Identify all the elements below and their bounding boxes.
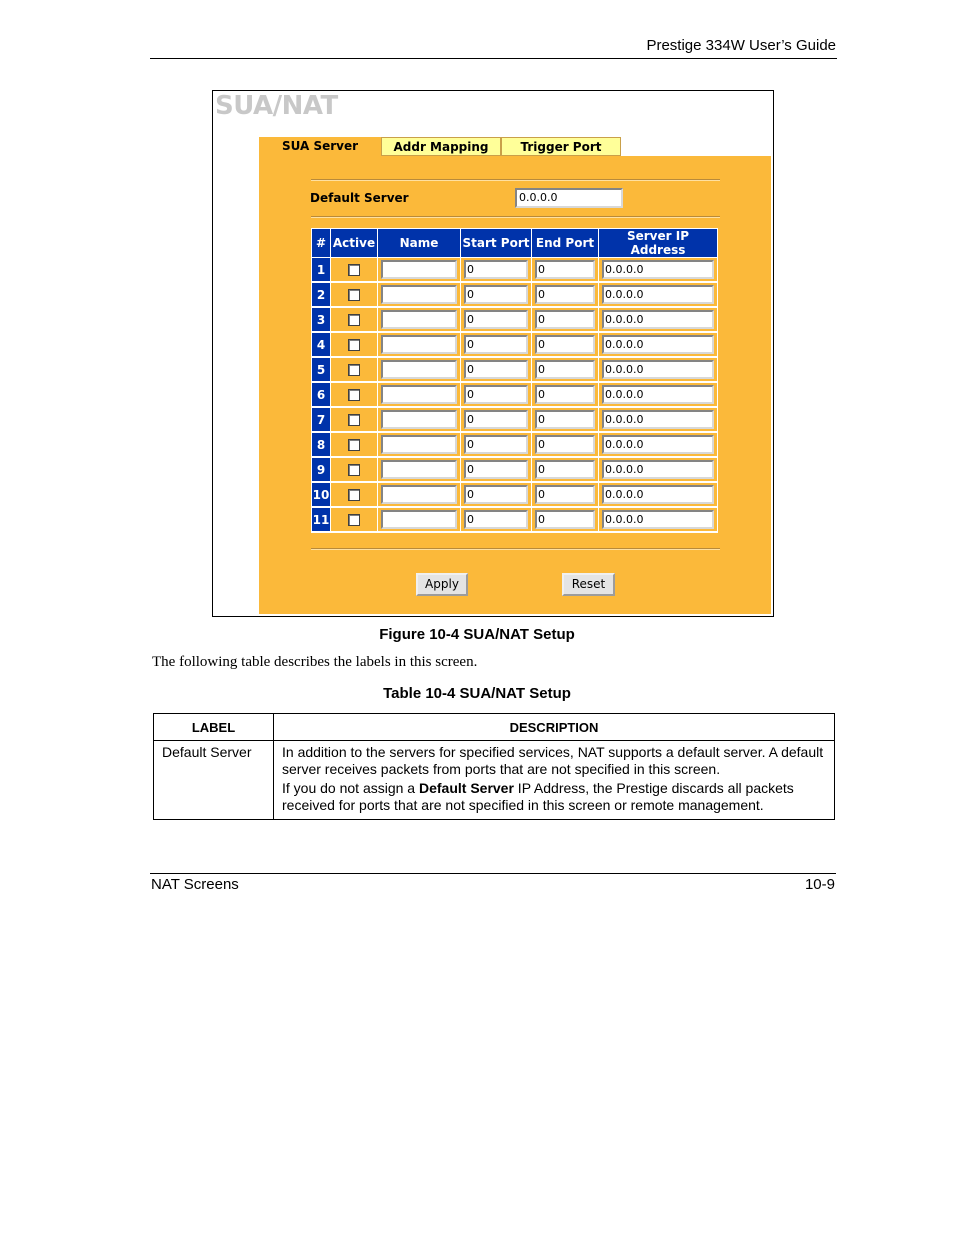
end-port-input[interactable]: 0 — [535, 260, 595, 279]
row-number: 2 — [312, 282, 331, 307]
server-ip-input[interactable]: 0.0.0.0 — [602, 410, 714, 429]
end-port-input[interactable]: 0 — [535, 510, 595, 529]
active-checkbox[interactable] — [348, 289, 360, 301]
end-port-input[interactable]: 0 — [535, 460, 595, 479]
tab-sua-server[interactable]: SUA Server — [259, 137, 381, 156]
active-cell — [331, 407, 378, 432]
table-row — [312, 307, 718, 332]
server-ip-cell — [599, 357, 718, 382]
divider — [311, 179, 720, 181]
table-row — [312, 332, 718, 357]
server-table — [311, 228, 718, 533]
tab-trigger-port[interactable]: Trigger Port — [501, 137, 621, 156]
table-row — [312, 507, 718, 532]
start-port-input[interactable]: 0 — [464, 260, 528, 279]
col-header-start-port: Start Port — [461, 229, 532, 258]
divider — [311, 548, 720, 550]
active-checkbox[interactable] — [348, 489, 360, 501]
col-header-server-ip: Server IP Address — [599, 229, 718, 258]
start-port-cell — [461, 357, 532, 382]
row-number: 10 — [312, 482, 331, 507]
start-port-input[interactable]: 0 — [464, 285, 528, 304]
active-checkbox[interactable] — [348, 439, 360, 451]
start-port-input[interactable]: 0 — [464, 360, 528, 379]
row-number: 8 — [312, 432, 331, 457]
figure-caption: Figure 10-4 SUA/NAT Setup — [379, 626, 575, 643]
name-input[interactable] — [381, 460, 457, 479]
server-ip-cell — [599, 482, 718, 507]
server-ip-input[interactable]: 0.0.0.0 — [602, 335, 714, 354]
row-description — [274, 741, 835, 820]
description-paragraph — [282, 780, 826, 814]
server-ip-cell — [599, 407, 718, 432]
page-header — [150, 37, 837, 59]
name-cell — [378, 507, 461, 532]
name-input[interactable] — [381, 310, 457, 329]
active-checkbox[interactable] — [348, 389, 360, 401]
intro-text: The following table describes the labels in this screen. — [152, 654, 478, 670]
name-cell — [378, 432, 461, 457]
row-number: 9 — [312, 457, 331, 482]
table-row — [312, 482, 718, 507]
row-number: 5 — [312, 357, 331, 382]
table-row — [154, 741, 835, 820]
tab-addr-mapping[interactable]: Addr Mapping — [381, 137, 501, 156]
table-row — [312, 382, 718, 407]
start-port-input[interactable]: 0 — [464, 335, 528, 354]
end-port-cell — [532, 507, 599, 532]
start-port-cell — [461, 457, 532, 482]
table-row — [312, 357, 718, 382]
active-checkbox[interactable] — [348, 364, 360, 376]
start-port-cell — [461, 258, 532, 283]
row-number: 1 — [312, 258, 331, 283]
end-port-cell — [532, 432, 599, 457]
active-cell — [331, 507, 378, 532]
start-port-input[interactable]: 0 — [464, 435, 528, 454]
active-cell — [331, 357, 378, 382]
guide-title: Prestige 334W User’s Guide — [646, 37, 836, 54]
start-port-cell — [461, 282, 532, 307]
name-input[interactable] — [381, 410, 457, 429]
server-ip-input[interactable]: 0.0.0.0 — [602, 385, 714, 404]
col-header-name: Name — [378, 229, 461, 258]
active-cell — [331, 457, 378, 482]
start-port-cell — [461, 307, 532, 332]
server-ip-cell — [599, 282, 718, 307]
name-input[interactable] — [381, 435, 457, 454]
name-input[interactable] — [381, 335, 457, 354]
server-ip-input[interactable]: 0.0.0.0 — [602, 260, 714, 279]
start-port-input[interactable]: 0 — [464, 460, 528, 479]
end-port-cell — [532, 457, 599, 482]
server-ip-cell — [599, 332, 718, 357]
name-input[interactable] — [381, 385, 457, 404]
name-cell — [378, 307, 461, 332]
end-port-input[interactable]: 0 — [535, 360, 595, 379]
end-port-input[interactable]: 0 — [535, 335, 595, 354]
row-number: 4 — [312, 332, 331, 357]
active-checkbox[interactable] — [348, 414, 360, 426]
default-server-input[interactable]: 0.0.0.0 — [515, 188, 623, 208]
page-number: 10-9 — [804, 876, 835, 893]
active-checkbox[interactable] — [348, 514, 360, 526]
start-port-cell — [461, 382, 532, 407]
col-header-end-port: End Port — [532, 229, 599, 258]
name-cell — [378, 482, 461, 507]
end-port-cell — [532, 482, 599, 507]
table-row — [312, 457, 718, 482]
start-port-cell — [461, 482, 532, 507]
active-cell — [331, 482, 378, 507]
name-input[interactable] — [381, 260, 457, 279]
name-cell — [378, 258, 461, 283]
col-header-active: Active — [331, 229, 378, 258]
server-ip-cell — [599, 307, 718, 332]
description-paragraph: In addition to the servers for specified services, NAT supports a default server. A default server receives packets from ports that are not specified in this screen. — [282, 744, 824, 777]
col-header-num: # — [312, 229, 331, 258]
active-checkbox[interactable] — [348, 314, 360, 326]
row-number: 11 — [312, 507, 331, 532]
end-port-input[interactable]: 0 — [535, 435, 595, 454]
active-checkbox[interactable] — [348, 339, 360, 351]
name-input[interactable] — [381, 510, 457, 529]
server-ip-cell — [599, 457, 718, 482]
server-ip-input[interactable]: 0.0.0.0 — [602, 435, 714, 454]
server-ip-input[interactable]: 0.0.0.0 — [602, 460, 714, 479]
active-cell — [331, 382, 378, 407]
server-ip-input[interactable]: 0.0.0.0 — [602, 285, 714, 304]
divider — [311, 216, 720, 218]
name-cell — [378, 332, 461, 357]
name-cell — [378, 282, 461, 307]
table-row — [312, 258, 718, 283]
active-checkbox[interactable] — [348, 464, 360, 476]
end-port-cell — [532, 258, 599, 283]
end-port-input[interactable]: 0 — [535, 410, 595, 429]
server-ip-input[interactable]: 0.0.0.0 — [602, 310, 714, 329]
page-footer — [150, 873, 836, 896]
server-ip-cell — [599, 432, 718, 457]
active-cell — [331, 307, 378, 332]
start-port-input[interactable]: 0 — [464, 510, 528, 529]
start-port-cell — [461, 507, 532, 532]
name-cell — [378, 357, 461, 382]
default-server-label: Default Server — [310, 191, 409, 205]
table-caption: Table 10-4 SUA/NAT Setup — [383, 685, 571, 702]
text-run: If you do not assign a — [282, 780, 419, 796]
end-port-cell — [532, 407, 599, 432]
row-number: 3 — [312, 307, 331, 332]
active-checkbox[interactable] — [348, 264, 360, 276]
end-port-cell — [532, 332, 599, 357]
end-port-cell — [532, 382, 599, 407]
row-number: 6 — [312, 382, 331, 407]
name-cell — [378, 457, 461, 482]
sua-nat-screenshot — [212, 90, 774, 617]
start-port-input[interactable]: 0 — [464, 410, 528, 429]
reset-button[interactable]: Reset — [562, 573, 615, 596]
server-ip-cell — [599, 507, 718, 532]
bold-term: Default Server — [418, 780, 514, 796]
end-port-input[interactable]: 0 — [535, 385, 595, 404]
label-header: LABEL — [154, 714, 274, 741]
end-port-cell — [532, 282, 599, 307]
row-label: Default Server — [154, 741, 274, 820]
start-port-cell — [461, 332, 532, 357]
server-ip-input[interactable]: 0.0.0.0 — [602, 510, 714, 529]
description-header: DESCRIPTION — [274, 714, 835, 741]
name-cell — [378, 382, 461, 407]
end-port-cell — [532, 307, 599, 332]
screen-title: SUA/NAT — [215, 91, 338, 121]
table-row — [312, 407, 718, 432]
start-port-input[interactable]: 0 — [464, 310, 528, 329]
active-cell — [331, 282, 378, 307]
start-port-input[interactable]: 0 — [464, 385, 528, 404]
start-port-cell — [461, 407, 532, 432]
apply-button[interactable]: Apply — [416, 573, 468, 596]
table-row — [312, 432, 718, 457]
active-cell — [331, 332, 378, 357]
end-port-input[interactable]: 0 — [535, 285, 595, 304]
description-table — [153, 713, 835, 820]
active-cell — [331, 258, 378, 283]
row-number: 7 — [312, 407, 331, 432]
server-ip-cell — [599, 258, 718, 283]
table-row — [312, 282, 718, 307]
name-cell — [378, 407, 461, 432]
name-input[interactable] — [381, 360, 457, 379]
server-ip-input[interactable]: 0.0.0.0 — [602, 360, 714, 379]
start-port-input[interactable]: 0 — [464, 485, 528, 504]
active-cell — [331, 432, 378, 457]
end-port-input[interactable]: 0 — [535, 310, 595, 329]
server-ip-input[interactable]: 0.0.0.0 — [602, 485, 714, 504]
name-input[interactable] — [381, 485, 457, 504]
end-port-cell — [532, 357, 599, 382]
server-ip-cell — [599, 382, 718, 407]
name-input[interactable] — [381, 285, 457, 304]
start-port-cell — [461, 432, 532, 457]
footer-section: NAT Screens — [151, 876, 239, 893]
text-run: IP Address, the Prestige discards all packets received for ports that are not specified in this screen or remote management. — [282, 780, 794, 813]
end-port-input[interactable]: 0 — [535, 485, 595, 504]
